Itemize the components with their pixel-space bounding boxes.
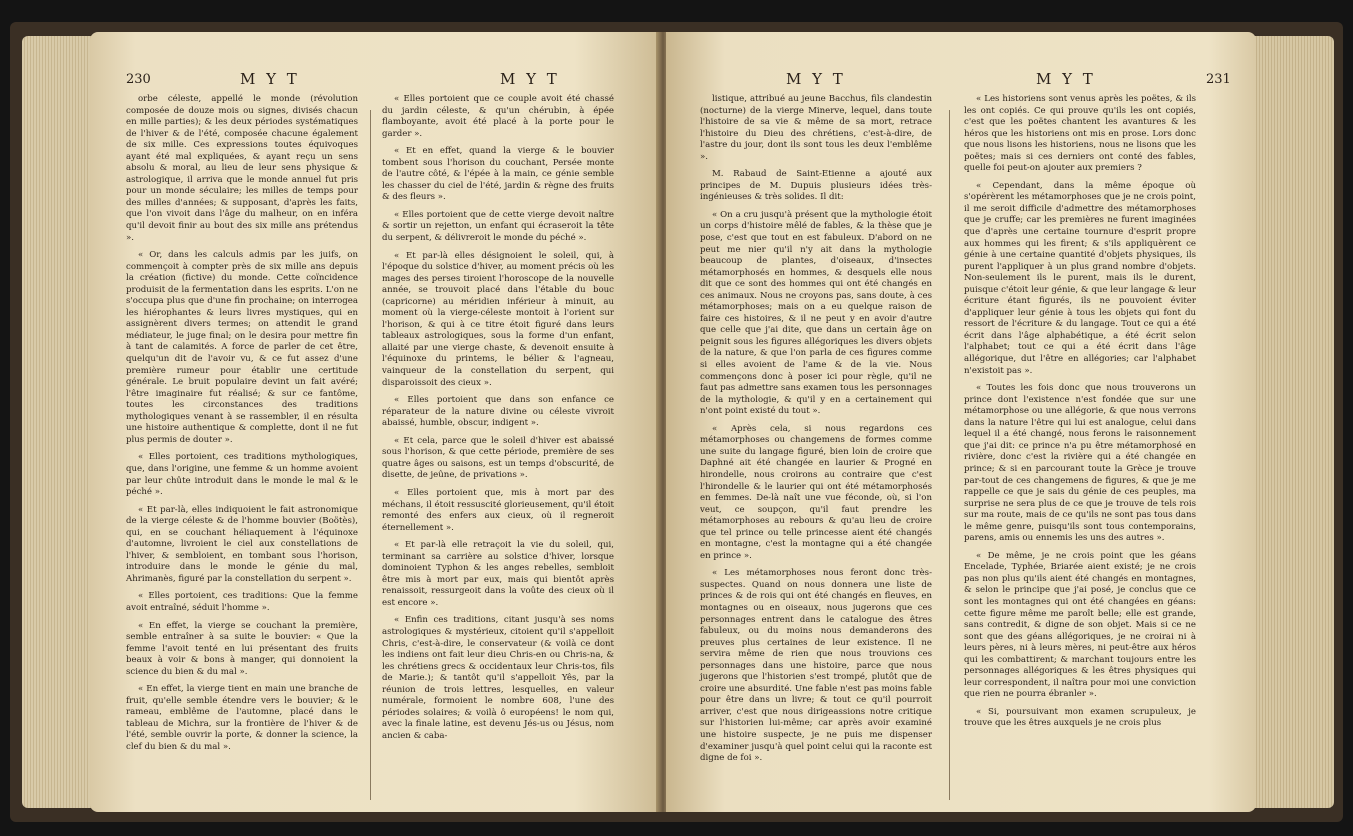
left-page-column-1 <box>126 94 358 760</box>
paragraph: « Et par-là elle retraçoit la vie du soleil, qui, terminant sa carrière au solstice d'hiver, lorsque dominoient Typhon & les anges rebelles, sembloit être mis à mort par eux, mais qui bientôt après renaissoit, ressurgeoit dans la voûte des cieux où il est encore ». <box>382 540 614 608</box>
paragraph: M. Rabaud de Saint-Etienne a ajouté aux principes de M. Dupuis plusieurs idées très-ingénieuses & très solides. Il dit: <box>700 169 932 203</box>
paragraph: « Elles portoient que de cette vierge devoit naître & sortir un rejetton, un enfant qui écraseroit la tête du serpent, & délivreroit le monde du péché ». <box>382 209 614 244</box>
running-head-left-2: M Y T <box>500 70 560 88</box>
page-edges-left <box>22 36 92 808</box>
paragraph: « Et par-là elles désignoient le soleil, qui, à l'époque du solstice d'hiver, au moment précis où les mages des perses tiroient l'horoscope de la nouvelle année, se trouvoit placé dans l'étable du bouc (capricorne) au méridien inférieur à minuit, au moment où la vierge-céleste montoit à l'orient sur l'horison, & qui à ce titre étoit figuré dans leurs tableaux astrologiques, sous la forme d'un enfant, allaité par une vierge chaste, & devenoit ensuite à l'équinoxe du printems, le bélier & l'agneau, vainqueur de la constellation du serpent, qui disparoissoit des cieux ». <box>382 250 614 388</box>
paragraph: « Après cela, si nous regardons ces métamorphoses ou changemens de formes comme une suite du langage figuré, bien loin de croire que Daphné ait été changée en laurier & Progné en hirondelle, nous croirons au contraire que c'est l'hirondelle & le laurier qui ont été métamorphosés en femmes. De-là naît une vue féconde, où, si l'on veut, ce soupçon, qu'il faut prendre les métamorphoses au rebours & qu'au lieu de croire que tel prince ou telle princesse aient été changés en montagne, c'est la montagne qui a été changée en prince ». <box>700 423 932 561</box>
paragraph: orbe céleste, appellé le monde (révolution composée de douze mois ou signes, divisés chacun en mille parties); & les deux périodes systématiques de l'hiver & de l'été, composée chacune également de six mille. Ces expressions toutes équivoques ayant été mal expliquées, & ayant reçu un sens absolu & moral, au lieu de leur sens physique & astrologique, il arriva que le monde annuel fut pris pour un monde séculaire; les milles de temps pour des milles d'années; & supposant, d'après les faits, que l'on vivoit dans l'âge du malheur, on en inféra qu'il devoit finir au bout des six mille ans prétendus ». <box>126 94 358 243</box>
paragraph: « Si, poursuivant mon examen scrupuleux, je trouve que les êtres auxquels je ne crois plus <box>964 706 1196 729</box>
open-book <box>10 22 1343 822</box>
paragraph: « Cependant, dans la même époque où s'opérèrent les métamorphoses que je ne crois point, il me seroit difficile d'admettre des métamorphoses que je cruffe; car les premières ne furent imaginées que d'après une certaine tournure d'esprit propre aux hommes qui les firent; & s'ils appliquèrent ce génie à une certaine quantité d'objets physiques, ils purent l'appliquer à un plus grand nombre d'objets. Non-seulement ils le purent, mais ils le durent, puisque c'étoit leur génie, & que leur langage & leur écriture étant figurés, ils ne pouvoient éviter d'appliquer leur génie à tous les objets qui font du ressort de l'écriture & du langage. Tout ce qui a été écrit dans l'âge alphabétique, a été écrit selon l'alphabet; tout ce qui a été écrit dans l'âge allégorique, dut l'être en allégories; car l'alphabet n'existoit pas ». <box>964 180 1196 376</box>
paragraph: « Elles portoient que ce couple avoit été chassé du jardin céleste, & qu'un chérubin, à épée flamboyante, avoit été placé à la porte pour le garder ». <box>382 94 614 139</box>
column-rule-right <box>949 110 950 800</box>
paragraph: « Enfin ces traditions, citant jusqu'à ses noms astrologiques & mystérieux, citoient qu'il s'appelloit Chris, c'est-à-dire, le conservateur (& voilà ce dont les indiens ont fait leur dieu Chris-en ou Chris-na, & les chrétiens grecs & occidentaux leur Chris-tos, fils de Marie.); & tantôt qu'il s'appelloit Yês, par la réunion de trois lettres, lesquelles, en valeur numérale, formoient le nombre 608, l'une des périodes solaires; & voilà ô européens! le nom qui, avec la finale latine, est devenu Jés-us ou Jésus, nom ancien & caba- <box>382 615 614 741</box>
paragraph: « On a cru jusqu'à présent que la mythologie étoit un corps d'histoire mêlé de fables, & la thèse que je pose, c'est que tout en est fabuleux. D'abord on ne peut me nier qu'il n'y ait dans la mythologie beaucoup de plantes, d'oiseaux, d'insectes métamorphosés en hommes, & desquels elle nous dit que ce sont des hommes qui ont été changés en ces animaux. Nous ne croyons pas, sans doute, à ces métamorphoses; mais on a eu quelque raison de faire ces histoires, & il ne peut y en avoir d'autre que celle que j'ai dite, que dans un certain âge on peignit sous les figures allégoriques les divers objets de la nature, & que l'on parla de ces figures comme si elles avoient de l'ame & de la vie. Nous commençons donc à poser ici pour règle, qu'il ne faut pas admettre sans examen tous les personnages de la mythologie, & qu'il y en a certainement qui n'ont point existé du tout ». <box>700 209 932 417</box>
page-number-right: 231 <box>1206 72 1231 87</box>
page-edges-right <box>1254 36 1334 808</box>
paragraph: « Elles portoient, ces traditions: Que la femme avoit entraîné, séduit l'homme ». <box>126 591 358 613</box>
column-rule-left <box>370 110 371 800</box>
paragraph: « Elles portoient, ces traditions mythologiques, que, dans l'origine, une femme & un homme avoient par leur chûte introduit dans le monde le mal & le péché ». <box>126 452 358 498</box>
running-head-right-2: M Y T <box>1036 70 1096 88</box>
running-head-right-1: M Y T <box>786 70 846 88</box>
right-page-column-2 <box>964 94 1196 736</box>
paragraph: « Les historiens sont venus après les poëtes, & ils les ont copiés. Ce qui prouve qu'ils les ont copiés, c'est que les poëtes chantent les avantures & les héros que les historiens ont mis en prose. Lors donc que nous lisons les historiens, nous ne lisons que les poëtes; mais si ces derniers ont conté des fables, quelle foi peut-on ajouter aux premiers ? <box>964 94 1196 174</box>
right-page-column-1 <box>700 94 932 771</box>
paragraph: « En effet, la vierge tient en main une branche de fruit, qu'elle semble étendre vers le bouvier; & le rameau, emblême de l'automne, placé dans le tableau de Michra, sur la frontière de l'hiver & de l'été, semble ouvrir la porte, & donner la science, la clef du bien & du mal ». <box>126 684 358 752</box>
paragraph: « Les métamorphoses nous feront donc très-suspectes. Quand on nous donnera une liste de princes & de rois qui ont été changés en fleuves, en montagnes ou en oiseaux, nous jugerons que ces personnages entrent dans le catalogue des êtres fabuleux, ou du moins nous demanderons des preuves plus certaines de leur existence. Il ne servira même de rien que nous trouvions ces personnages dans une histoire, parce que nous jugerons que l'historien s'est trompé, plutôt que de croire une absurdité. Une fable n'est pas moins fable pour être dans un livre; & tout ce qu'il pourroit arriver, c'est que nous dirigeassions notre critique sur l'historien lui-même; car après avoir examiné une histoire suspecte, je ne puis me dispenser d'examiner jusqu'à quel point celui qui la raconte est digne de foi ». <box>700 568 932 764</box>
paragraph: « Elles portoient que, mis à mort par des méchans, il étoit ressuscité glorieusement, qu'il étoit remonté des enfers aux cieux, où il regneroit éternellement ». <box>382 487 614 533</box>
running-head-left-1: M Y T <box>240 70 300 88</box>
paragraph: « Or, dans les calculs admis par les juifs, on commençoit à compter près de six mille ans depuis la création (fictive) du monde. Cette coïncidence produisit de la fermentation dans les esprits. L'on ne s'occupa plus que d'une fin prochaine; on interrogea les hiérophantes & leurs livres mystiques, qui en assignèrent divers termes; on attendit le grand médiateur, le juge final; on le desira pour mettre fin à tant de calamités. A force de parler de cet être, quelqu'un dit de l'avoir vu, & ce fut assez d'une première rumeur pour établir une certitude générale. Le bruit populaire devint un fait avéré; l'être imaginaire fut réalisé; & sur ce fantôme, toutes les circonstances des traditions mythologiques venant à se rassembler, il en résulta une histoire authentique & complette, dont il ne fut plus permis de douter ». <box>126 250 358 445</box>
paragraph: « Et cela, parce que le soleil d'hiver est abaissé sous l'horison, & que cette période, première de ses quatre âges ou saisons, est un temps d'obscurité, de disette, de jeûne, de privations ». <box>382 435 614 481</box>
paragraph: « Toutes les fois donc que nous trouverons un prince dont l'existence n'est fondée que sur une métamorphose ou une allégorie, & que nous verrons dans la nature l'être qui lui est analogue, celui dans lequel il a été changé, nous ferons le raisonnement que j'ai dit: ce prince n'a pu être métamorphosé en rivière, donc c'est la rivière qui a été changée en prince; & si en parcourant toute la Grèce je trouve par-tout de ces changemens de figures, & que je me rappelle ce que je sais du génie de ces peuples, ma surprise ne sera plus de ce que je trouve de tels rois sur ma route, mais de ce qu'ils ne sont pas tous dans le même genre, puisqu'ils sont tous contemporains, parens, amis ou ennemis les uns des autres ». <box>964 383 1196 544</box>
paragraph: « Elles portoient que dans son enfance ce réparateur de la nature divine ou céleste vivroit abaissé, humble, obscur, indigent ». <box>382 395 614 429</box>
paragraph: listique, attribué au jeune Bacchus, fils clandestin (nocturne) de la vierge Minerve, lequel, dans toute l'histoire de sa vie & même de sa mort, retrace l'histoire du Dieu des chrétiens, c'est-à-dire, de l'astre du jour, dont ils sont tous les deux l'emblême ». <box>700 94 932 162</box>
paragraph: « Et par-là, elles indiquoient le fait astronomique de la vierge céleste & de l'homme bouvier (Boötès), qui, en se couchant héliaquement à l'équinoxe d'automne, livroient le ciel aux constellations de l'hiver, & sembloient, en tombant sous l'horison, introduire dans le monde le génie du mal, Ahrimanès, figuré par la constellation du serpent ». <box>126 504 358 584</box>
paragraph: « En effet, la vierge se couchant la première, semble entraîner à sa suite le bouvier: « Que la femme l'avoit tenté en lui présentant des fruits beaux à voir & bons à manger, qui donnoient la science du bien & du mal ». <box>126 620 358 677</box>
left-page <box>90 32 660 812</box>
paragraph: « De même, je ne crois point que les géans Encelade, Typhée, Briarée aient existé; je ne crois pas non plus qu'ils aient été changés en montagnes, & selon le principe que j'ai posé, je conclus que ce sont les montagnes qui ont été changées en géans: cette figure même me paroît belle; elle est grande, sans contredit, & digne de son objet. Mais si ce ne sont que des géans allégoriques, je ne croirai ni à leurs pères, ni à leurs mères, ni peut-être aux héros qui les combattirent; & marchant toujours entre les personnages allégoriques & les êtres physiques qui leur correspondent, il naîtra pour moi une conviction que rien ne pourra ébranler ». <box>964 550 1196 700</box>
page-number-left: 230 <box>126 72 151 87</box>
right-page <box>666 32 1256 812</box>
paragraph: « Et en effet, quand la vierge & le bouvier tombent sous l'horison du couchant, Persée monte de l'autre côté, & l'épée à la main, ce génie semble les chasser du ciel de l'été, jardin & règne des fruits & des fleurs ». <box>382 146 614 203</box>
left-page-column-2 <box>382 94 614 748</box>
